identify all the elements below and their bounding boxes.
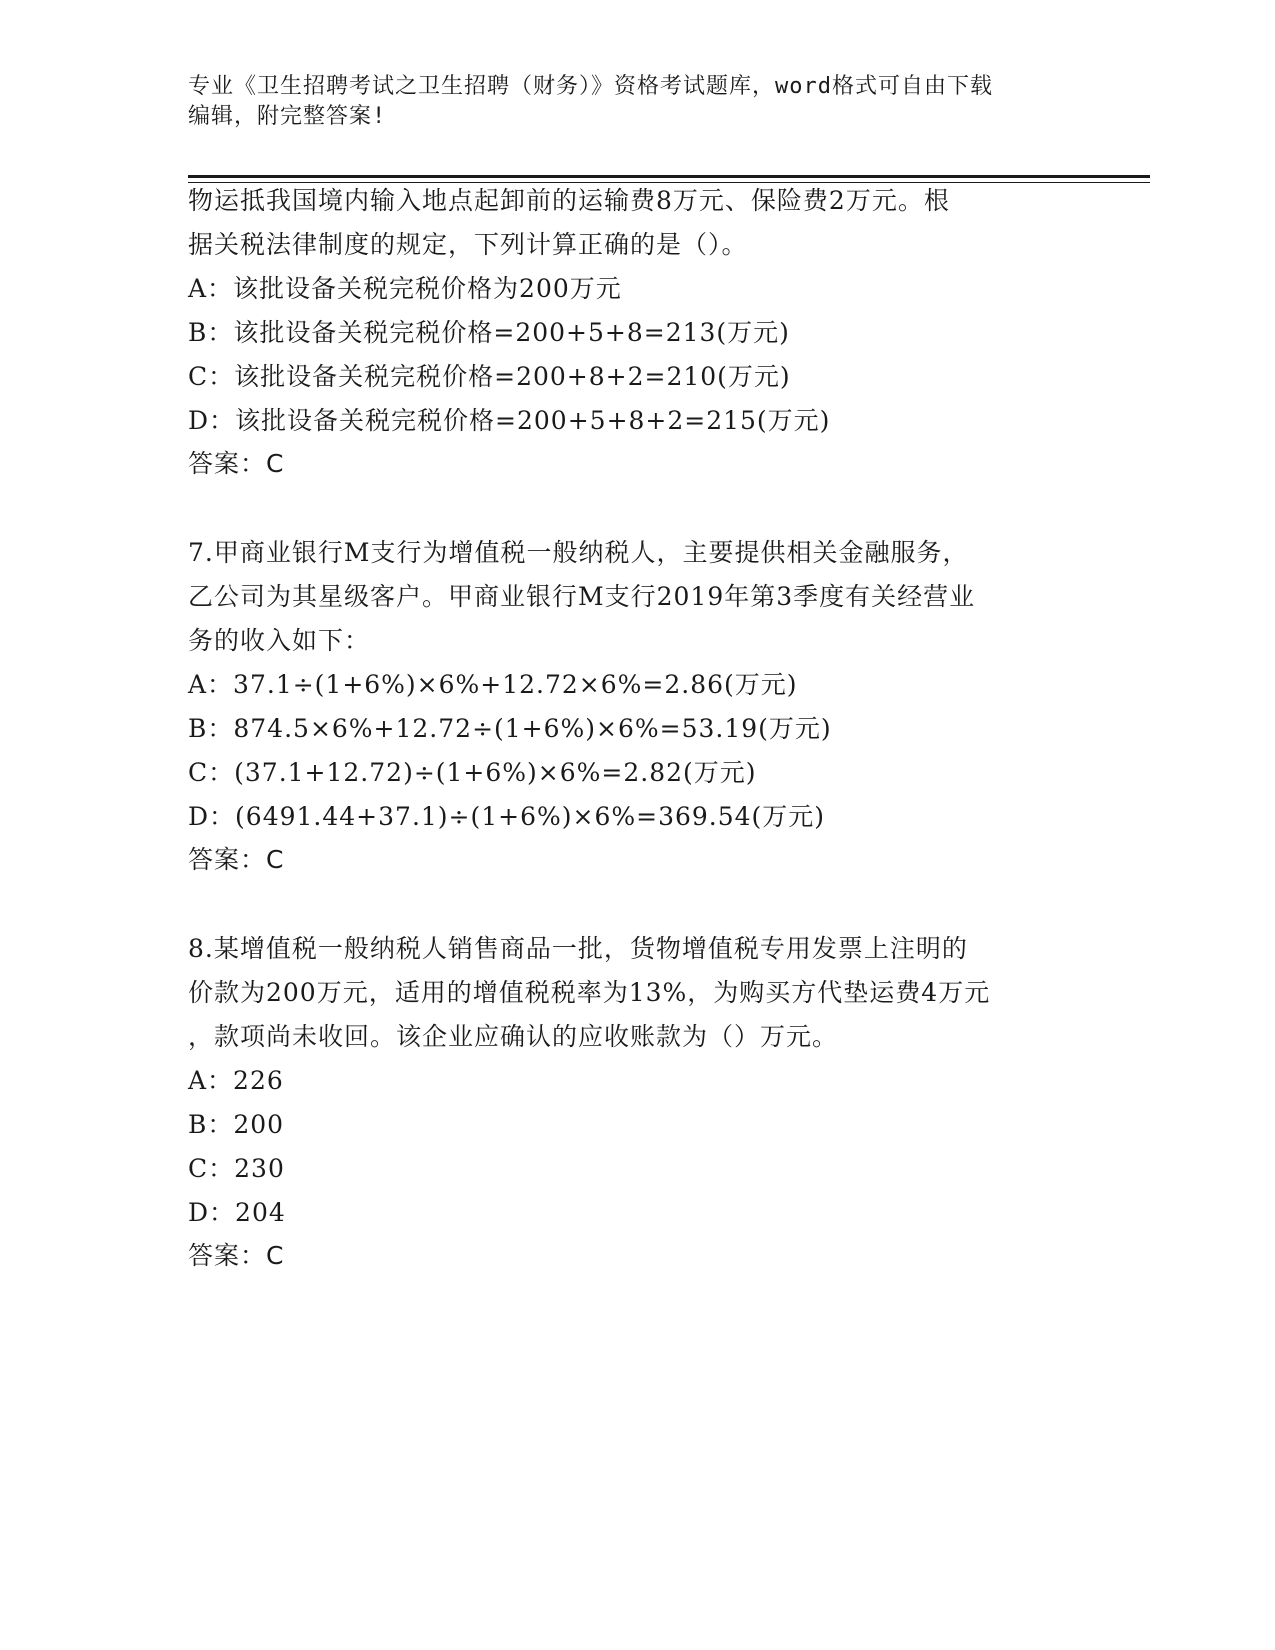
q6-stem-line-2: 据关税法律制度的规定，下列计算正确的是（）。 <box>188 230 748 259</box>
q6-answer: 答案：C <box>188 449 285 478</box>
q8-option-d: D：204 <box>188 1198 286 1227</box>
q6-stem-line-1: 物运抵我国境内输入地点起卸前的运输费8万元、保险费2万元。根 <box>188 186 950 215</box>
header-line-2: 编辑，附完整答案! <box>188 104 387 129</box>
q8-stem-line-3: ，款项尚未收回。该企业应确认的应收账款为（）万元。 <box>188 1022 839 1051</box>
q7-stem-line-1: 7.甲商业银行M支行为增值税一般纳税人，主要提供相关金融服务， <box>188 538 969 567</box>
q7-stem-line-2: 乙公司为其星级客户。甲商业银行M支行2019年第3季度有关经营业 <box>188 582 976 611</box>
q8-option-b: B：200 <box>188 1110 285 1139</box>
q8-stem-line-1: 8.某增值税一般纳税人销售商品一批，货物增值税专用发票上注明的 <box>188 934 968 963</box>
q7-stem-line-3: 务的收入如下： <box>188 626 371 655</box>
q7-option-c: C：(37.1+12.72)÷(1+6%)×6%=2.82(万元) <box>188 758 757 787</box>
q7-option-d: D：(6491.44+37.1)÷(1+6%)×6%=369.54(万元) <box>188 802 826 831</box>
header-line-1: 专业《卫生招聘考试之卫生招聘（财务）》资格考试题库，word格式可自由下载 <box>188 74 993 99</box>
q8-option-c: C：230 <box>188 1154 285 1183</box>
header-divider-thin <box>188 182 1150 183</box>
q6-option-d: D：该批设备关税完税价格=200+5+8+2=215(万元) <box>188 406 831 435</box>
q7-answer: 答案：C <box>188 845 285 874</box>
q8-option-a: A：226 <box>188 1066 284 1095</box>
header-divider-thick <box>188 175 1150 178</box>
q6-option-c: C：该批设备关税完税价格=200+8+2=210(万元) <box>188 362 791 391</box>
q6-option-a: A：该批设备关税完税价格为200万元 <box>188 274 622 303</box>
q8-answer: 答案：C <box>188 1241 285 1270</box>
q6-option-b: B：该批设备关税完税价格=200+5+8=213(万元) <box>188 318 790 347</box>
q8-stem-line-2: 价款为200万元，适用的增值税税率为13%，为购买方代垫运费4万元 <box>188 978 991 1007</box>
document-header <box>188 72 1068 132</box>
q7-option-b: B：874.5×6%+12.72÷(1+6%)×6%=53.19(万元) <box>188 714 832 743</box>
q7-option-a: A：37.1÷(1+6%)×6%+12.72×6%=2.86(万元) <box>188 670 798 699</box>
